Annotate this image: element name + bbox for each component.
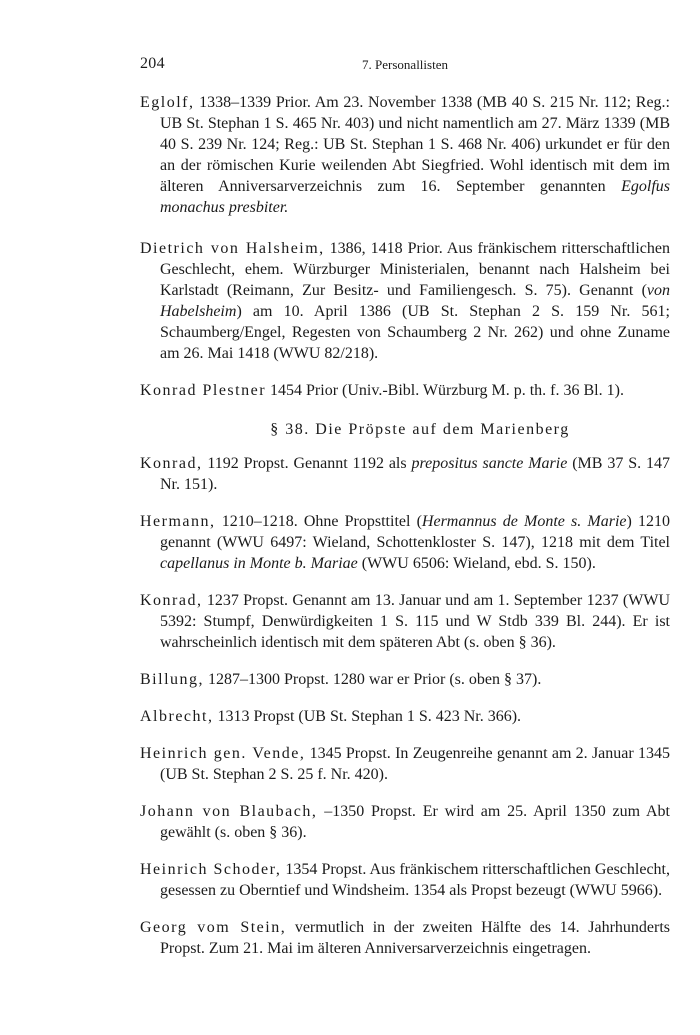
entry-italic-text: capellanus in Monte b. Mariae xyxy=(160,555,358,572)
page-header xyxy=(140,55,670,79)
entry-text: 1313 Propst (UB St. Stephan 1 S. 423 Nr. 366). xyxy=(213,708,522,725)
entry-italic-text: von Habelsheim xyxy=(160,282,670,320)
provost-entry-georg-vom-stein xyxy=(140,917,670,959)
running-head: 7. Personallisten xyxy=(362,57,448,72)
prior-entry-dietrich-von-halsheim xyxy=(140,238,670,364)
entry-text: (WWU 6506: Wieland, ebd. S. 150). xyxy=(357,555,596,572)
entry-name: Heinrich Schoder, xyxy=(140,861,282,878)
entry-text: 1338–1339 Prior. Am 23. November 1338 (MB 40 S. 215 Nr. 112; Reg.: UB St. Stephan 1 S. 465 Nr. 403) und nicht namentlich am 27. März 1339 (MB 40 S. 239 Nr. 124; Reg.: UB St. Stephan 1 S. 468 Nr. 406) urkundet er für den an der römischen Kurie weilenden Abt Siegfried. Wohl identisch mit dem im älteren Anniversarverzeichnis zum 16. September genannten xyxy=(160,94,670,195)
provost-entry-hermann xyxy=(140,511,670,574)
provost-entry-albrecht xyxy=(140,706,670,727)
entry-italic-text: Hermannus de Monte s. Marie xyxy=(421,513,627,530)
provost-entry-heinrich-schoder xyxy=(140,859,670,901)
entry-italic-text: Egolfus monachus presbiter. xyxy=(160,178,670,216)
entry-name: Konrad, xyxy=(140,592,203,609)
entry-text: 1345 Propst. In Zeugenreihe genannt am 2. Januar 1345 (UB St. Stephan 2 S. 25 f. Nr. 420). xyxy=(160,745,670,783)
entry-text: ) am 10. April 1386 (UB St. Stephan 2 S. 159 Nr. 561; Schaumberg/Engel, Regesten von Schaumberg 2 Nr. 262) und ohne Zuname am 26. Mai 1418 (WWU 82/218). xyxy=(160,303,670,362)
entry-name: Billung, xyxy=(140,671,205,688)
entry-text: 1287–1300 Propst. 1280 war er Prior (s. oben § 37). xyxy=(204,671,542,688)
page-number: 204 xyxy=(140,55,165,72)
entry-name: Konrad Plestner xyxy=(140,382,267,399)
entry-text: vermutlich in der zweiten Hälfte des 14. Jahrhunderts Propst. Zum 21. Mai im älteren Anniversarverzeichnis eingetragen. xyxy=(160,919,671,957)
entry-text: ) 1210 genannt (WWU 6497: Wieland, Schottenkloster S. 147), 1218 mit dem Titel xyxy=(160,513,670,551)
prior-entry-konrad-plestner xyxy=(140,380,670,401)
provost-entry-konrad-1192 xyxy=(140,453,670,495)
entry-text: –1350 Propst. Er wird am 25. April 1350 zum Abt gewählt (s. oben § 36). xyxy=(160,803,670,841)
entry-name: Hermann, xyxy=(140,513,216,530)
provost-entry-konrad-1237 xyxy=(140,590,670,653)
provost-entry-billung xyxy=(140,669,670,690)
page-content xyxy=(140,92,670,959)
entry-name: Georg vom Stein, xyxy=(140,919,287,936)
entry-name: Dietrich von Halsheim, xyxy=(140,240,325,257)
entry-text: 1386, 1418 Prior. Aus fränkischem ritterschaftlichen Geschlecht, ehem. Würzburger Ministerialen, benannt nach Halsheim bei Karlstadt (Reimann, Zur Besitz- und Familiengesch. S. 75). Genannt ( xyxy=(160,240,670,299)
prior-entry-eglolf xyxy=(140,92,670,218)
entry-name: Albrecht, xyxy=(140,708,214,725)
entry-text: 1354 Propst. Aus fränkischem ritterschaftlichen Geschlecht, gesessen zu Oberntief und Windsheim. 1354 als Propst bezeugt (WWU 5966). xyxy=(160,861,671,899)
entry-name: Heinrich gen. Vende, xyxy=(140,745,306,762)
entry-text: 1237 Propst. Genannt am 13. Januar und am 1. September 1237 (WWU 5392: Stumpf, Denwürdigkeiten 1 S. 115 und W Stdb 339 Bl. 244). Er ist wahrscheinlich identisch mit dem späteren Abt (s. oben § 36). xyxy=(160,592,670,651)
entry-italic-text: prepositus sancte Marie xyxy=(411,455,568,472)
entry-name: Johann von Blaubach, xyxy=(140,803,318,820)
entry-text: 1210–1218. Ohne Propsttitel ( xyxy=(215,513,422,530)
entry-text: 1454 Prior (Univ.-Bibl. Würzburg M. p. th. f. 36 Bl. 1). xyxy=(266,382,624,399)
section-heading: § 38. Die Pröpste auf dem Marienberg xyxy=(270,421,570,438)
entry-name: Eglolf, xyxy=(140,94,195,111)
entry-text: (MB 37 S. 147 Nr. 151). xyxy=(160,455,670,493)
entry-name: Konrad, xyxy=(140,455,203,472)
entry-text: 1192 Propst. Genannt 1192 als xyxy=(202,455,412,472)
provost-entry-johann-von-blaubach xyxy=(140,801,670,843)
provost-entry-heinrich-gen-vende xyxy=(140,743,670,785)
